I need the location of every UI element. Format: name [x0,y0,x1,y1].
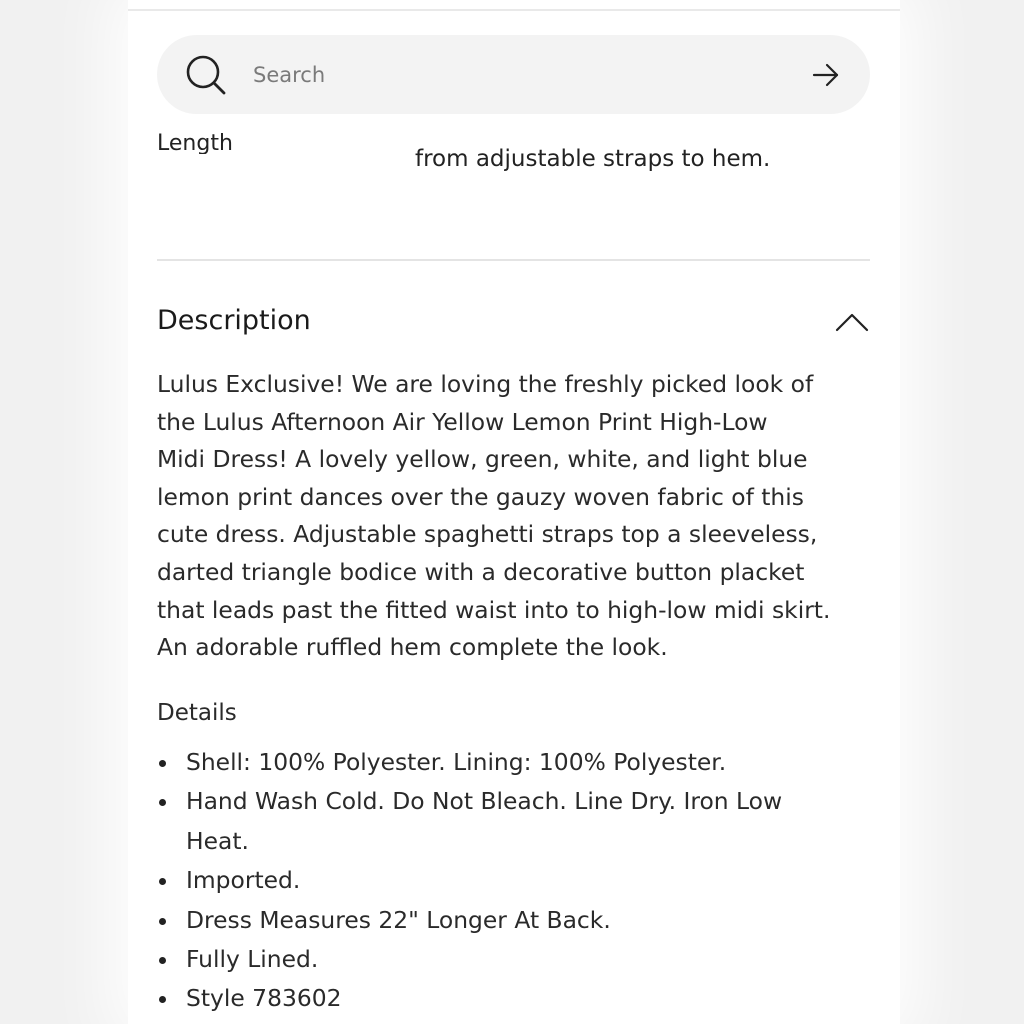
details-list-item [157,940,857,979]
product-details-panel [128,0,900,1024]
arrow-right-icon[interactable] [812,62,840,88]
details-item-text: Dress Measures 22" Longer At Back. [186,905,611,934]
details-list [157,743,857,1019]
details-list-item [157,901,857,940]
chevron-up-icon[interactable] [835,310,869,332]
details-list-item [157,743,857,782]
search-bar[interactable] [157,35,870,114]
size-row-label: Length [157,131,233,154]
size-row-value: from adjustable straps to hem. [415,146,771,172]
search-icon [185,54,227,96]
details-item-text: Style 783602 [186,984,342,1013]
description-title: Description [157,305,311,336]
details-item-text: Shell: 100% Polyester. Lining: 100% Polyester. [186,748,727,776]
description-accordion-header[interactable] [157,300,870,350]
description-text: Lulus Exclusive! We are loving the freshly picked look of the Lulus Afternoon Air Yellow Lemon Print High-Low Midi Dress! A lovely yellow, green, white, and light blue lemon print dances over the gauzy woven fabric of this cute dress. Adjustable spaghetti straps top a sleeveless, darted triangle bodice with a decorative button placket that leads past the fitted waist into to high-low midi skirt. An adorable ruffled hem complete the look. [157,370,831,662]
details-list-item [157,782,857,861]
details-list-item [157,861,857,900]
details-item-text: Hand Wash Cold. Do Not Bleach. Line Dry. Iron Low Heat. [186,787,783,855]
section-divider [157,259,870,261]
details-title: Details [157,700,237,726]
top-divider [128,9,900,11]
details-item-text: Fully Lined. [186,945,319,974]
details-item-text: Imported. [186,866,301,895]
search-input[interactable] [251,57,775,93]
details-list-item [157,979,857,1018]
